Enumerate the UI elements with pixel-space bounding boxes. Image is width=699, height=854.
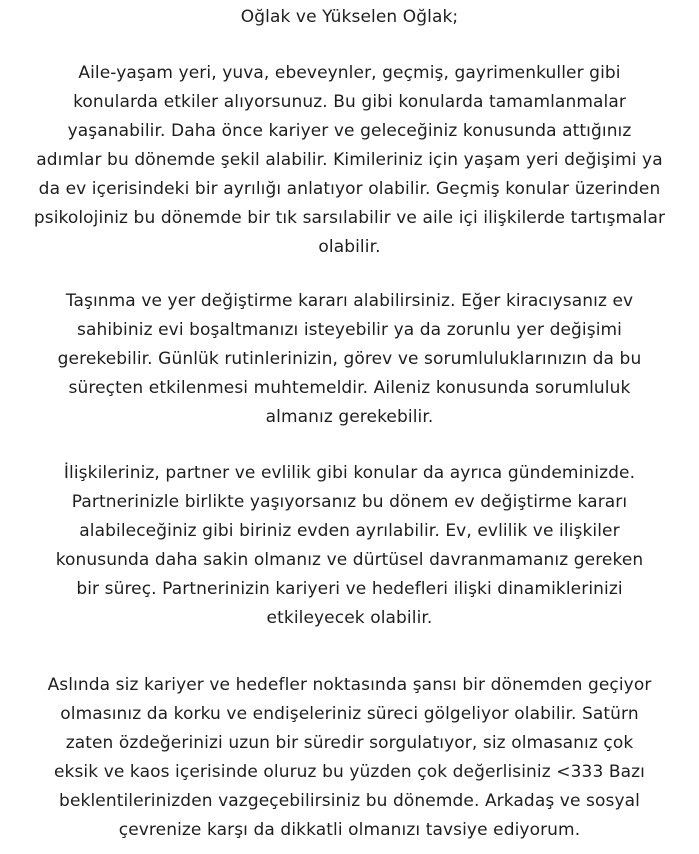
paragraph-relationships (0, 459, 699, 633)
text-line: adımlar bu dönemde şekil alabilir. Kimileriniz için yaşam yeri değişimi ya (36, 150, 663, 170)
text-line: Partnerinizle birlikte yaşıyorsanız bu dönem ev değiştirme kararı (71, 492, 628, 512)
text-line: bir süreç. Partnerinizin kariyeri ve hedefleri ilişki dinamiklerinizi (76, 579, 623, 599)
text-line: olmasınız da korku ve endişeleriniz süreci gölgeliyor olabilir. Satürn (60, 704, 639, 724)
text-line: sahibiniz evi boşaltmanızı isteyebilir ya da zorunlu yer değişimi (76, 320, 622, 340)
text-line: alabileceğiniz gibi biriniz evden ayrılabilir. Ev, evlilik ve ilişkiler (79, 521, 620, 541)
text-line: gerekebilir. Günlük rutinlerinizin, görev ve sorumluluklarınızın da bu (57, 349, 642, 369)
text-line: etkileyecek olabilir. (266, 608, 433, 628)
text-line: beklentilerinizden vazgeçebilirsiniz bu dönemde. Arkadaş ve sosyal (59, 791, 640, 811)
paragraph-family-home (0, 59, 699, 262)
text-line: yaşanabilir. Daha önce kariyer ve geleceğiniz konusunda attığınız (67, 121, 632, 141)
text-line: da ev içerisindeki bir ayrılığı anlatıyor olabilir. Geçmiş konular üzerinden (38, 179, 661, 199)
text-line: psikolojiniz bu dönemde bir tık sarsılabilir ve aile içi ilişkilerde tartışmalar (33, 208, 666, 228)
text-line: Aslında siz kariyer ve hedefler noktasında şansı bir dönemden geçiyor (47, 675, 652, 695)
text-line: Taşınma ve yer değiştirme kararı alabilirsiniz. Eğer kiracıysanız ev (65, 291, 634, 311)
paragraph-career (0, 671, 699, 845)
text-line: Aile-yaşam yeri, yuva, ebeveynler, geçmiş, gayrimenkuller gibi (78, 63, 621, 83)
text-line: konusunda daha sakin olmanız ve dürtüsel davranmamanız gereken (55, 550, 644, 570)
text-line: çevrenize karşı da dikkatli olmanızı tavsiye ediyorum. (118, 820, 581, 840)
text-line: almanız gerekebilir. (265, 407, 434, 427)
paragraph-moving (0, 287, 699, 432)
text-line: konularda etkiler alıyorsunuz. Bu gibi konularda tamamlanmalar (73, 92, 626, 112)
text-line: zaten özdeğerinizi uzun bir süredir sorgulatıyor, siz olmasanız çok (65, 733, 634, 753)
text-line: süreçten etkilenmesi muhtemeldir. Aileniz konusunda sorumluluk (68, 378, 631, 398)
text-line: eksik ve kaos içerisinde oluruz bu yüzden çok değerlisiniz <333 Bazı (53, 762, 646, 782)
document-title: Oğlak ve Yükselen Oğlak; (240, 7, 459, 27)
text-line: olabilir. (318, 237, 381, 257)
text-line: İlişkileriniz, partner ve evlilik gibi konular da ayrıca gündeminizde. (63, 463, 636, 483)
